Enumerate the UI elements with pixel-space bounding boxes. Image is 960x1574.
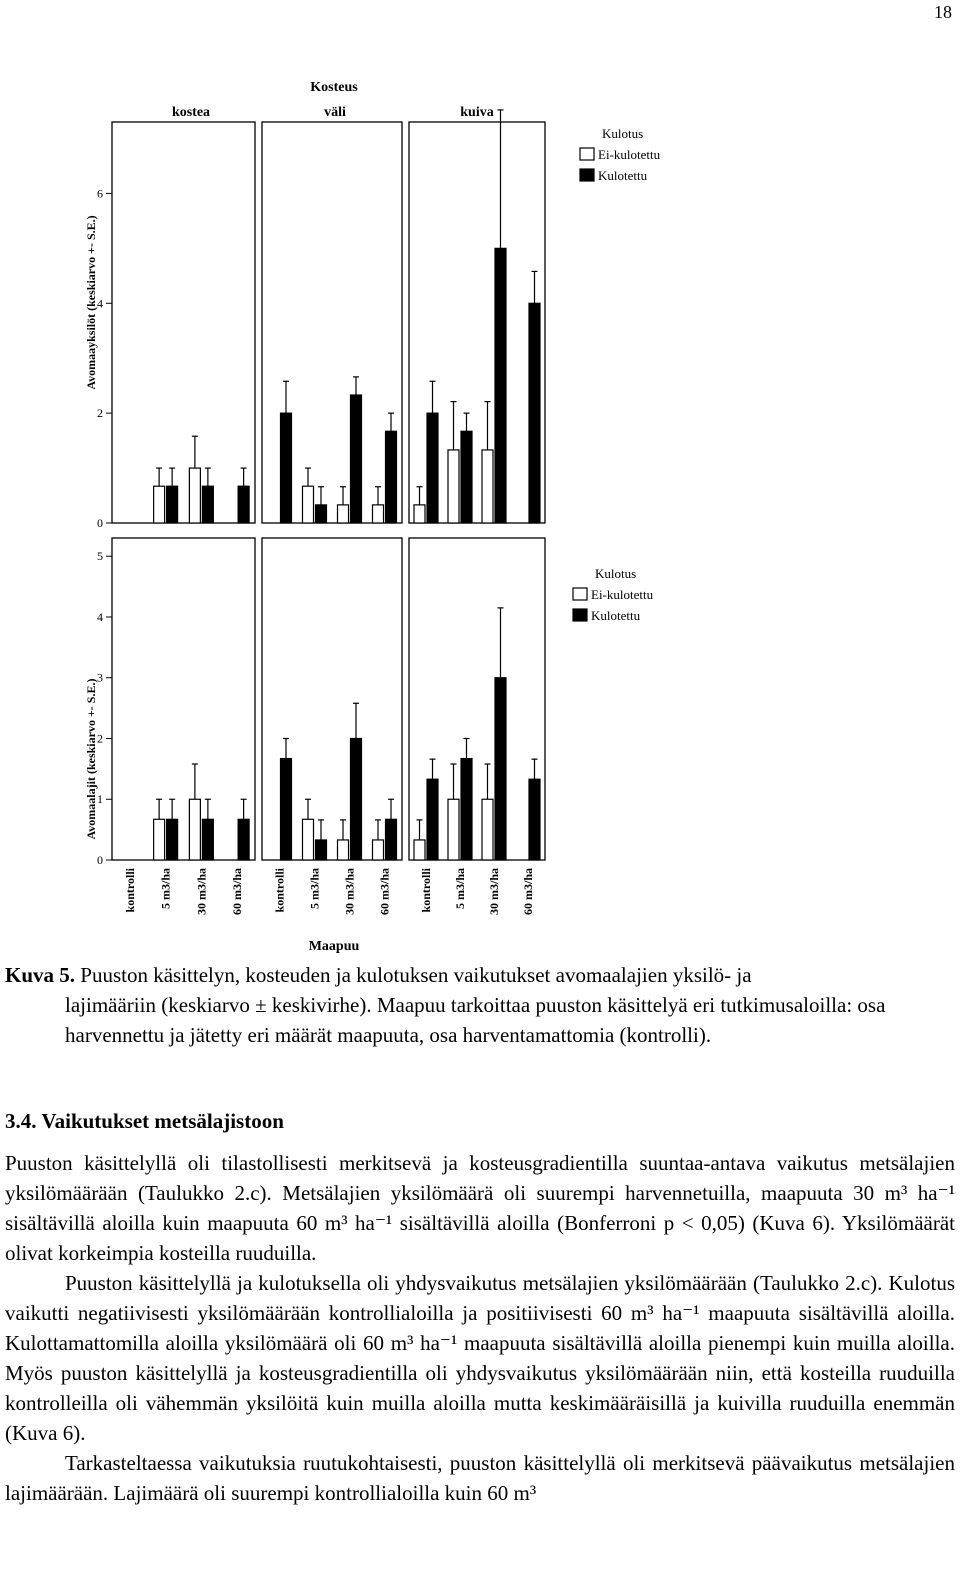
bar-ei-kulotettu: [303, 819, 314, 860]
x-tick-label: 60 m3/ha: [377, 868, 392, 916]
y-tick-label: 0: [97, 853, 103, 867]
x-tick-label: 5 m3/ha: [453, 868, 467, 910]
x-tick-label: 5 m3/ha: [307, 868, 322, 910]
y-tick-label: 6: [97, 186, 103, 201]
caption-line1: Puuston käsittelyn, kosteuden ja kulotuksen vaikutukset avomaalajien yksilö- ja: [75, 963, 752, 987]
legend-entry: Ei-kulotettu: [598, 147, 661, 162]
group-label-1: väli: [324, 105, 346, 120]
bar-ei-kulotettu: [482, 450, 493, 523]
bar-kulotettu: [281, 413, 292, 523]
legend: [580, 126, 661, 183]
y-tick-label: 4: [97, 296, 103, 311]
y-axis-label: Avomaayksilöt (keskiarvo +- S.E.): [84, 215, 98, 390]
x-tick-label: 60 m3/ha: [230, 868, 245, 916]
bar-kulotettu: [167, 819, 178, 860]
bar-kulotettu: [461, 759, 472, 860]
paragraph-1: Puuston käsittelyllä oli tilastollisesti merkitsevä ja kosteusgradientilla suuntaa-antava vaikutus metsälajien yksilömäärään (Taulukko 2.c). Metsälajien yksilömäärä oli suurempi harvennetuilla, maapuuta 30 m³ ha⁻¹ sisältävillä aloilla kuin maapuuta 60 m³ ha⁻¹ sisältävillä aloilla (Bonferroni p < 0,05) (Kuva 6). Yksilömäärät olivat korkeimpia kosteilla ruuduilla.: [5, 1151, 955, 1265]
bar-kulotettu: [281, 759, 292, 860]
caption-rest: lajimääriin (keskiarvo ± keskivirhe). Maapuu tarkoittaa puuston käsittelyä eri tutkimusaloilla: osa harvennettu ja jätetty eri määrät maapuuta, osa harventamattomia (kontrolli).: [65, 993, 886, 1047]
bar-ei-kulotettu: [338, 840, 349, 860]
y-tick-label: 4: [97, 609, 103, 624]
panel-frame-0: [112, 122, 255, 523]
group-label-0: kostea: [171, 105, 211, 120]
section-3-4: [5, 1106, 955, 1508]
paragraph-3: Tarkasteltaessa vaikutuksia ruutukohtaisesti, puuston käsittelyllä oli merkitsevä päävaikutus metsälajien lajimäärään. Lajimäärä oli suurempi kontrollialoilla kuin 60 m³: [5, 1451, 955, 1505]
bar-kulotettu: [529, 779, 540, 860]
y-tick-label: 5: [97, 549, 103, 564]
bar-kulotettu: [351, 738, 362, 860]
bar-kulotettu: [238, 819, 249, 860]
bar-ei-kulotettu: [373, 505, 384, 523]
x-tick-label: 30 m3/ha: [487, 868, 501, 916]
legend-swatch-kulotettu: [573, 609, 587, 621]
x-tick-label: 30 m3/ha: [194, 868, 209, 916]
bar-kulotettu: [386, 819, 397, 860]
bar-ei-kulotettu: [414, 505, 425, 523]
caption-label: Kuva 5.: [5, 963, 76, 987]
legend-swatch-ei-kulotettu: [573, 588, 587, 600]
x-tick-label: kontrolli: [272, 868, 287, 913]
bar-kulotettu: [427, 779, 438, 860]
chart-1: [84, 110, 661, 530]
bar-kulotettu: [386, 431, 397, 523]
figure-caption: [5, 960, 955, 1050]
bar-ei-kulotettu: [448, 450, 459, 523]
bar-ei-kulotettu: [414, 840, 425, 860]
y-tick-label: 3: [97, 670, 103, 685]
legend-swatch-kulotettu: [580, 169, 594, 181]
y-tick-label: 1: [97, 792, 103, 807]
bar-ei-kulotettu: [189, 468, 200, 523]
page-number: 18: [934, 2, 952, 22]
bar-kulotettu: [202, 486, 213, 523]
legend-entry: Kulotettu: [591, 608, 641, 623]
x-tick-label: 60 m3/ha: [521, 868, 535, 916]
figure-top-label: Kosteus: [310, 80, 358, 95]
y-tick-label: 2: [97, 406, 103, 421]
bar-kulotettu: [495, 248, 506, 523]
bar-ei-kulotettu: [154, 819, 165, 860]
bar-kulotettu: [461, 431, 472, 523]
bar-ei-kulotettu: [448, 799, 459, 860]
x-tick-label: 5 m3/ha: [158, 868, 173, 910]
bar-ei-kulotettu: [189, 799, 200, 860]
legend-entry: Ei-kulotettu: [591, 587, 654, 602]
section-heading: 3.4. Vaikutukset metsälajistoon: [5, 1109, 284, 1133]
x-axis-label: Maapuu: [308, 939, 360, 954]
chart-2: [84, 538, 654, 867]
group-label-2: kuiva: [460, 105, 494, 120]
caption-first-line: [5, 960, 955, 990]
bar-ei-kulotettu: [303, 486, 314, 523]
x-tick-label: kontrolli: [419, 868, 433, 913]
panel-frame-0: [112, 538, 255, 860]
legend: [573, 566, 654, 623]
bar-ei-kulotettu: [154, 486, 165, 523]
y-axis-label: Avomaalajit (keskiarvo +- S.E.): [84, 678, 98, 840]
bar-ei-kulotettu: [373, 840, 384, 860]
legend-title: Kulotus: [595, 566, 637, 581]
bar-kulotettu: [202, 819, 213, 860]
y-tick-label: 0: [97, 516, 103, 530]
bar-ei-kulotettu: [482, 799, 493, 860]
bar-ei-kulotettu: [338, 505, 349, 523]
x-tick-label: kontrolli: [122, 868, 137, 913]
paragraph-2: Puuston käsittelyllä ja kulotuksella oli yhdysvaikutus metsälajien yksilömäärään (Taulukko 2.c). Kulotus vaikutti negatiivisesti yksilömäärään kontrollialoilla ja positiivisesti 60 m³ ha⁻¹ maapuuta sisältävillä aloilla. Kulottamattomilla aloilla yksilömäärä oli 60 m³ ha⁻¹ maapuuta sisältävillä aloilla pienempi kuin muilla aloilla. Myös puuston käsittelyllä ja kosteusgradientilla oli yhdysvaikutus yksilömäärään niin, että kosteilla ruuduilla kontrolleilla oli vähemmän yksilöitä kuin muilla aloilla mutta keskimääräisillä ja kuivilla ruuduilla enemmän (Kuva 6).: [5, 1271, 955, 1445]
bar-kulotettu: [238, 486, 249, 523]
y-tick-label: 2: [97, 731, 103, 746]
x-tick-label: 30 m3/ha: [342, 868, 357, 916]
bar-kulotettu: [495, 678, 506, 860]
legend-title: Kulotus: [602, 126, 644, 141]
legend-swatch-ei-kulotettu: [580, 148, 594, 160]
legend-entry: Kulotettu: [598, 168, 648, 183]
bar-kulotettu: [167, 486, 178, 523]
bar-kulotettu: [316, 505, 327, 523]
bar-kulotettu: [316, 840, 327, 860]
bar-kulotettu: [529, 303, 540, 523]
bar-kulotettu: [427, 413, 438, 523]
bar-kulotettu: [351, 395, 362, 523]
